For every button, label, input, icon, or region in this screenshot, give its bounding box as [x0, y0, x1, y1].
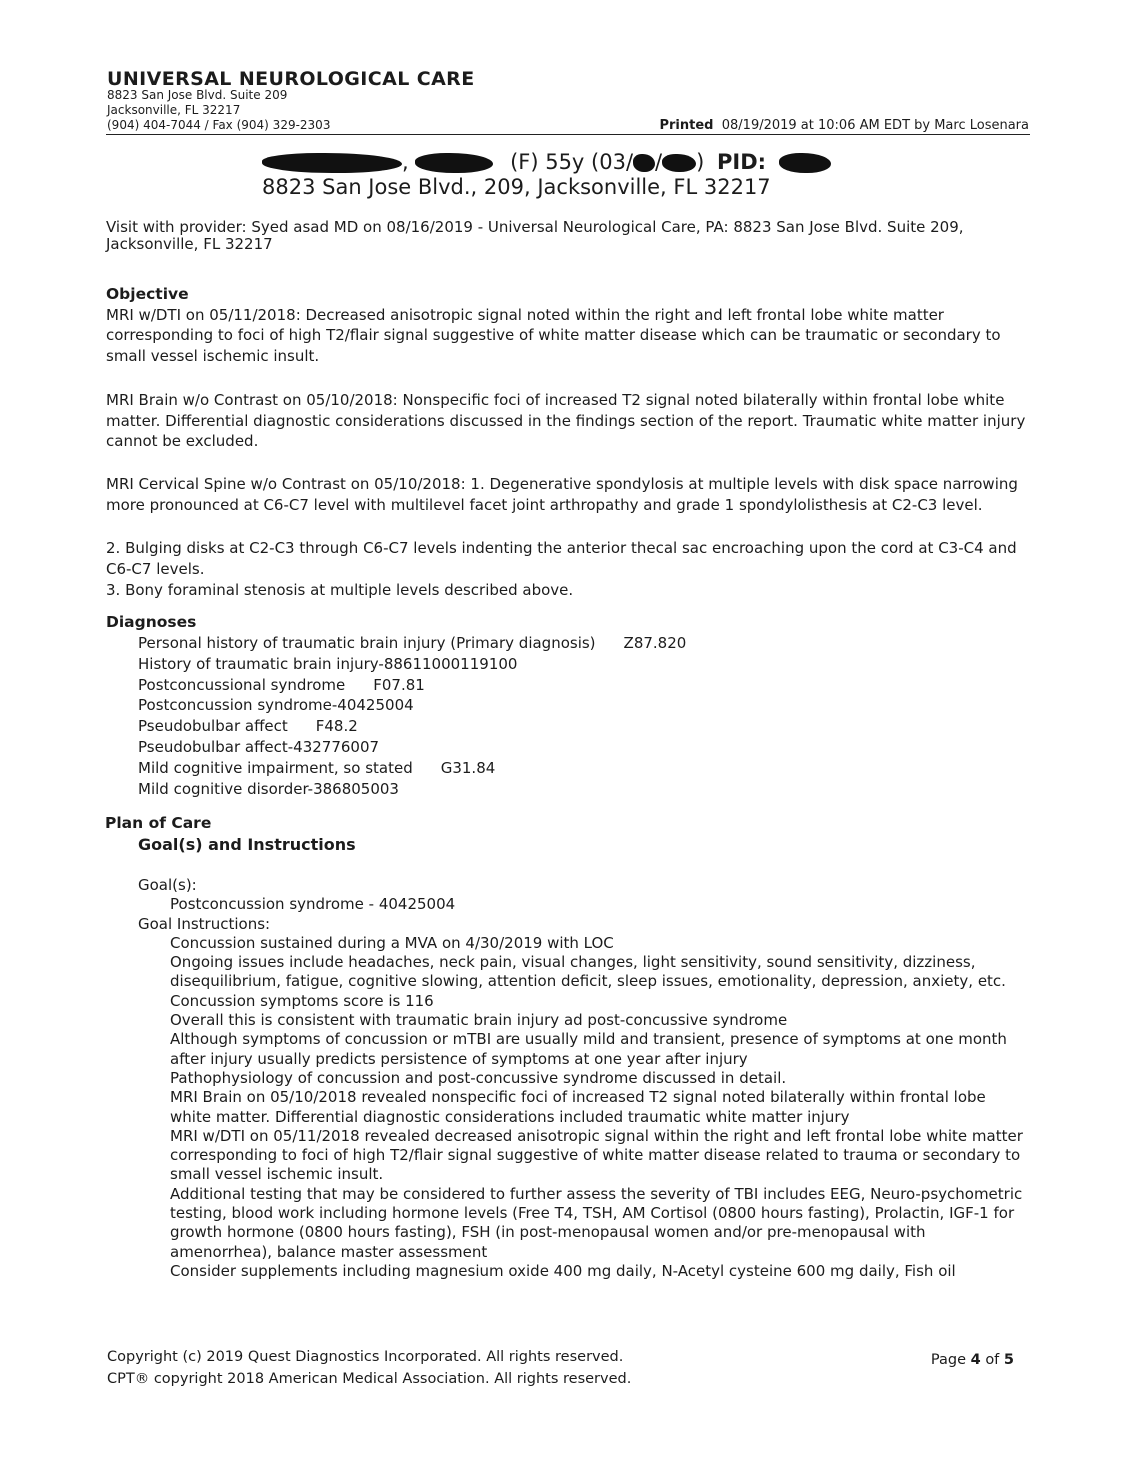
instruction-item: MRI Brain on 05/10/2018 revealed nonspecific foci of increased T2 signal noted bilaterally within frontal lobe white matter. Differential diagnostic considerations included traumatic white matter injury [170, 1088, 986, 1126]
instruction-item: Additional testing that may be considered to further assess the severity of TBI includes EEG, Neuro-psychometric testing, blood work including hormone levels (Free T4, TSH, AM Cortisol (0800 hours fasting), Prolactin, IGF-1 for growth hormone (0800 hours fasting), FSH (in post-menopausal women and/or pre-menopausal with amenorrhea), balance master assessment [170, 1184, 1023, 1261]
objective-paragraph: 3. Bony foraminal stenosis at multiple levels described above. [106, 581, 574, 599]
instruction-item: MRI w/DTI on 05/11/2018 revealed decreased anisotropic signal within the right and left frontal lobe white matter corresponding to foci of high T2/flair signal suggestive of white matter disease related to trauma or secondary to small vessel ischemic insult. [170, 1126, 1023, 1184]
diagnoses-title: Diagnoses [106, 613, 197, 631]
diagnosis-code: F48.2 [315, 717, 358, 736]
goal-section-title: Goal(s) and Instructions [138, 835, 356, 854]
org-name: UNIVERSAL NEUROLOGICAL CARE [107, 68, 475, 90]
goal-block [138, 876, 1028, 1281]
diagnosis-row: History of traumatic brain injury-88611000119100 [138, 654, 518, 673]
objective-paragraph: 2. Bulging disks at C2-C3 through C6-C7 levels indenting the anterior thecal sac encroaching upon the cord at C3-C4 and C6-C7 levels. [106, 539, 1017, 578]
printed-label: Printed [659, 118, 714, 133]
objective-title: Objective [106, 285, 189, 303]
diagnosis-code: F07.81 [373, 675, 425, 694]
patient-address: 8823 San Jose Blvd., 209, Jacksonville, FL 32217 [262, 175, 771, 199]
printed-stamp [659, 118, 1029, 133]
page-current: 4 [970, 1352, 981, 1368]
diagnosis-row: Postconcussional syndrome F07.81 [138, 675, 425, 694]
instruction-item: Concussion sustained during a MVA on 4/30/2019 with LOC [170, 933, 614, 952]
diagnosis-code: G31.84 [440, 758, 496, 777]
visit-info: Visit with provider: Syed asad MD on 08/16/2019 - Universal Neurological Care, PA: 8823 San Jose Blvd. Suite 209, Jacksonville, FL 32217 [106, 218, 964, 253]
instruction-item: Ongoing issues include headaches, neck pain, visual changes, light sensitivity, sound sensitivity, dizziness, disequilibrium, fatigue, cognitive slowing, attention deficit, sleep issues, emotionality, depression, anxiety, etc. [170, 953, 1006, 991]
objective-section [106, 284, 1036, 366]
patient-dob-close: ) [696, 150, 705, 174]
goal-item: Postconcussion syndrome - 40425004 [170, 895, 456, 914]
printed-value: 08/19/2019 at 10:06 AM EDT by Marc Losenara [721, 118, 1029, 133]
org-phone-fax: (904) 404-7044 / Fax (904) 329-2303 [107, 118, 331, 132]
header-divider [106, 134, 1030, 135]
plan-title: Plan of Care [105, 814, 212, 832]
objective-paragraph: MRI Cervical Spine w/o Contrast on 05/10/2018: 1. Degenerative spondylosis at multiple levels with disk space narrowing more pronounced at C6-C7 level with multilevel facet joint arthropathy and grade 1 spondylolisthesis at C2-C3 level. [106, 475, 1018, 514]
footer-copyright-2: CPT® copyright 2018 American Medical Association. All rights reserved. [107, 1371, 632, 1387]
instruction-item: Concussion symptoms score is 116 [170, 991, 434, 1010]
instruction-item: Overall this is consistent with traumatic brain injury ad post-concussive syndrome [170, 1011, 788, 1030]
redaction-mark [633, 154, 655, 172]
instruction-item: Pathophysiology of concussion and post-concussive syndrome discussed in detail. [170, 1068, 787, 1087]
patient-banner: , (F) 55y (03/ / ) PID: [262, 150, 831, 174]
diagnoses-list [138, 633, 938, 799]
instruction-item: Although symptoms of concussion or mTBI are usually mild and transient, presence of symptoms at one month after injury usually predicts persistence of symptoms at one year after injury [170, 1030, 1007, 1068]
page-number: Page 4 of 5 [930, 1352, 1014, 1368]
footer-copyright-1: Copyright (c) 2019 Quest Diagnostics Incorporated. All rights reserved. [107, 1349, 624, 1365]
objective-paragraph: MRI Brain w/o Contrast on 05/10/2018: Nonspecific foci of increased T2 signal noted bilaterally within frontal lobe white matter. Differential diagnostic considerations discussed in the findings section of the report. Traumatic white matter injury cannot be excluded. [106, 391, 1026, 450]
patient-pid-label: PID: [717, 150, 767, 174]
org-address-line2: Jacksonville, FL 32217 [107, 103, 241, 117]
org-address-line1: 8823 San Jose Blvd. Suite 209 [107, 88, 288, 102]
page-total: 5 [1003, 1352, 1014, 1368]
patient-sex-age: (F) 55y (03/ [510, 150, 634, 174]
instructions-label: Goal Instructions: [138, 914, 271, 933]
objective-paragraph: MRI w/DTI on 05/11/2018: Decreased anisotropic signal noted within the right and left frontal lobe white matter corresponding to foci of high T2/flair signal suggestive of white matter disease which can be traumatic or secondary to small vessel ischemic insult. [106, 305, 1001, 365]
redaction-mark [262, 153, 402, 173]
diagnosis-row: Pseudobulbar affect F48.2 [138, 717, 358, 736]
redaction-mark [662, 154, 696, 172]
diagnosis-row: Pseudobulbar affect-432776007 [138, 737, 380, 756]
diagnosis-row: Personal history of traumatic brain injury (Primary diagnosis) Z87.820 [138, 634, 687, 652]
diagnosis-row: Mild cognitive impairment, so stated G31.84 [138, 758, 496, 777]
redaction-mark [415, 153, 493, 173]
instruction-item: Consider supplements including magnesium oxide 400 mg daily, N-Acetyl cysteine 600 mg daily, Fish oil [170, 1261, 956, 1280]
diagnosis-code: Z87.820 [623, 634, 687, 652]
diagnosis-row: Postconcussion syndrome-40425004 [138, 696, 414, 715]
goals-label: Goal(s): [138, 876, 197, 894]
redaction-mark [779, 153, 831, 173]
diagnosis-row: Mild cognitive disorder-386805003 [138, 779, 399, 798]
